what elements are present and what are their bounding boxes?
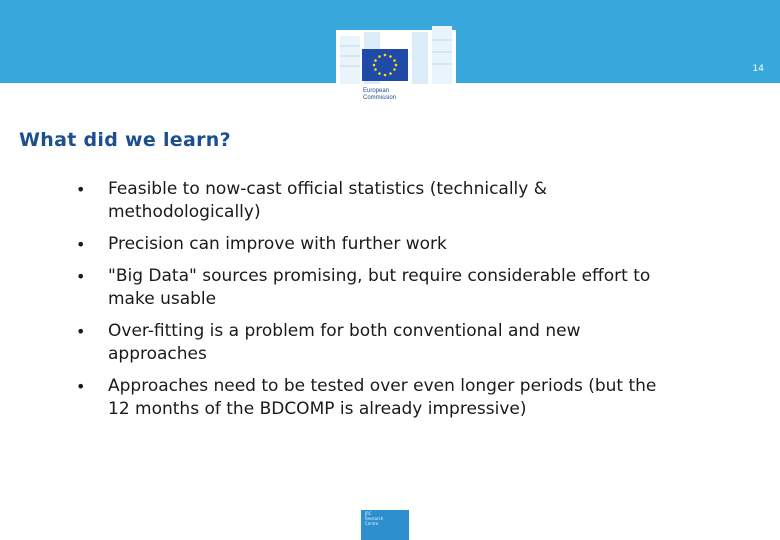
logo-text-line-1: European: [363, 88, 390, 94]
bullet-text: "Big Data" sources promising, but require considerable effort to make usable: [108, 266, 651, 309]
bullet-text: Approaches need to be tested over even longer periods (but the 12 months of the BDCOMP is already impressive): [108, 376, 657, 419]
bullet-icon: •: [76, 235, 86, 254]
bullet-icon: •: [76, 267, 86, 286]
bullet-item: [72, 178, 672, 224]
bullet-icon: •: [76, 180, 86, 199]
bullet-icon: •: [76, 377, 86, 396]
bullet-text: Precision can improve with further work: [108, 234, 447, 254]
logo-text-line-2: Commission: [363, 95, 397, 101]
bullet-item: [72, 320, 672, 366]
jrc-logo-line-1: JRC: [365, 511, 372, 516]
bullet-text: Feasible to now-cast official statistics (technically & methodologically): [108, 179, 547, 222]
bullet-item: [72, 265, 672, 311]
bullet-icon: •: [76, 322, 86, 341]
page-number: 14: [752, 64, 764, 74]
bullet-list: [72, 178, 672, 430]
bullet-item: [72, 233, 672, 256]
jrc-logo-line-2: Research: [365, 516, 384, 521]
slide-title: What did we learn?: [19, 129, 231, 151]
jrc-logo: [361, 510, 409, 540]
european-commission-logo: [336, 22, 456, 108]
bullet-item: [72, 375, 672, 421]
bullet-text: Over-fitting is a problem for both conventional and new approaches: [108, 321, 581, 364]
jrc-logo-line-3: Centre: [365, 521, 379, 526]
